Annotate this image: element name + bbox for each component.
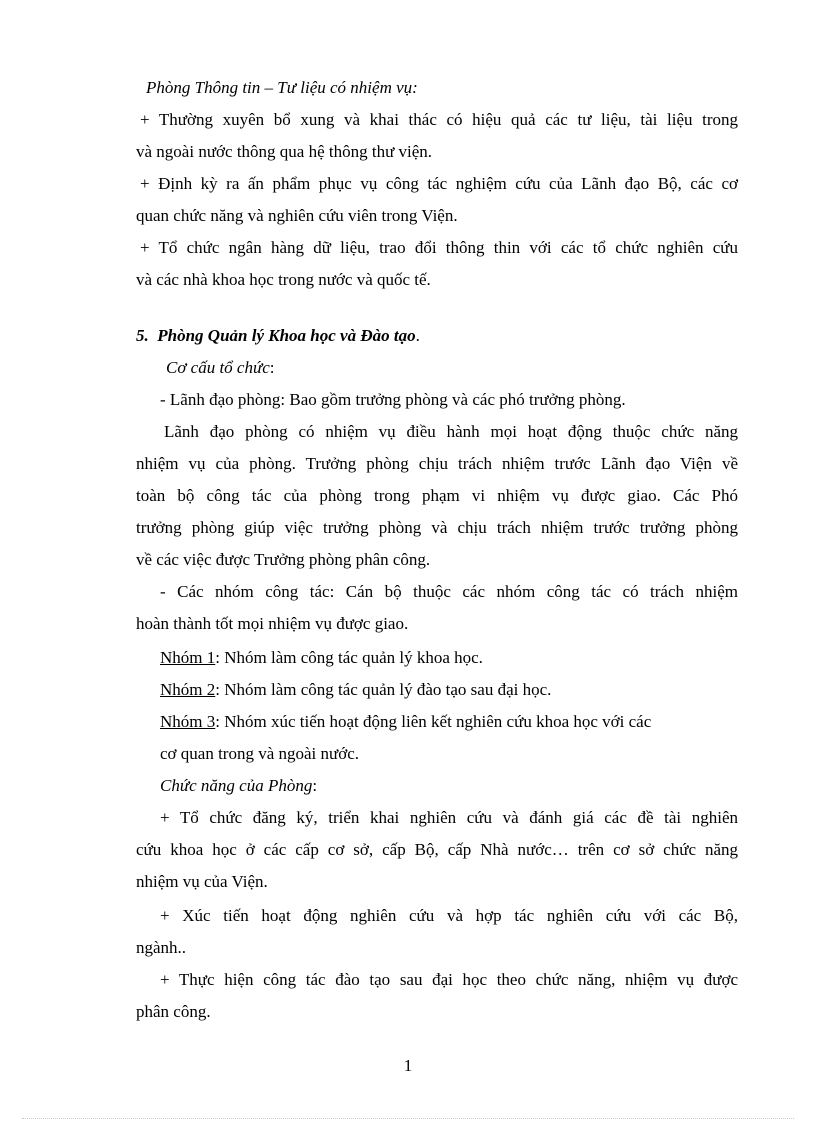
group-3 [160,712,762,732]
structure-heading [166,358,768,378]
intro-line-5: + Tổ chức ngân hàng dữ liệu, trao đổi thông thin với các tổ chức nghiên cứu [140,238,738,257]
group-1 [160,648,762,668]
leadership-para-3: toàn bộ công tác của phòng trong phạm vi nhiệm vụ được giao. Các Phó [136,486,738,505]
leadership-line: - Lãnh đạo phòng: Bao gồm trưởng phòng và các phó trưởng phòng. [160,390,626,409]
function-2-line-2: ngành.. [136,938,187,957]
groups-para-1: - Các nhóm công tác: Cán bộ thuộc các nhóm công tác có trách nhiệm [160,582,738,601]
intro-line-2: và ngoài nước thông qua hệ thông thư viện. [136,142,433,161]
function-3-line-2: phân công. [136,1002,211,1021]
structure-colon: : [269,358,275,377]
function-3-line-1: + Thực hiện công tác đào tạo sau đại học theo chức năng, nhiệm vụ được [160,970,738,989]
structure-label: Cơ cấu tổ chức [166,358,270,377]
group-3-text: : Nhóm xúc tiến hoạt động liên kết nghiên cứu khoa học với các [215,712,652,731]
intro-line-4: quan chức năng và nghiên cứu viên trong Viện. [136,206,458,225]
group-1-text: : Nhóm làm công tác quản lý khoa học. [215,648,483,667]
group-2-label: Nhóm 2 [160,680,216,699]
functions-heading [160,776,762,796]
group-2 [160,680,762,700]
intro-heading: Phòng Thông tin – Tư liệu có nhiệm vụ: [146,78,418,97]
functions-colon: : [312,776,318,795]
leadership-para-1: Lãnh đạo phòng có nhiệm vụ điều hành mọi hoạt động thuộc chức năng [164,422,738,441]
function-1-line-2: cứu khoa học ở các cấp cơ sở, cấp Bộ, cấp Nhà nước… trên cơ sở chức năng [136,840,738,859]
intro-line-6: và các nhà khoa học trong nước và quốc tế. [136,270,431,289]
leadership-para-4: trưởng phòng giúp việc trưởng phòng và chịu trách nhiệm trước trưởng phòng [136,518,738,537]
section-number: 5. [136,326,149,345]
group-3-label: Nhóm 3 [160,712,216,731]
group-2-text: : Nhóm làm công tác quản lý đào tạo sau đại học. [215,680,552,699]
section-title: Phòng Quản lý Khoa học và Đào tạo [157,326,416,345]
page-number: 1 [403,1056,413,1075]
functions-label: Chức năng của Phòng [160,776,313,795]
function-1-line-3: nhiệm vụ của Viện. [136,872,268,891]
group-1-label: Nhóm 1 [160,648,216,667]
section-5-heading [136,326,738,346]
function-2-line-1: + Xúc tiến hoạt động nghiên cứu và hợp tác nghiên cứu với các Bộ, [160,906,738,925]
leadership-para-5: về các việc được Trưởng phòng phân công. [136,550,431,569]
page-bottom-divider [22,1118,794,1119]
groups-para-2: hoàn thành tốt mọi nhiệm vụ được giao. [136,614,409,633]
group-3-continuation: cơ quan trong và ngoài nước. [160,744,360,763]
intro-line-3: + Định kỳ ra ấn phẩm phục vụ công tác nghiệm cứu của Lãnh đạo Bộ, các cơ [140,174,738,193]
intro-line-1: + Thường xuyên bổ xung và khai thác có hiệu quả các tư liệu, tài liệu trong [140,110,738,129]
function-1-line-1: + Tổ chức đăng ký, triển khai nghiên cứu và đánh giá các đề tài nghiên [160,808,738,827]
leadership-para-2: nhiệm vụ của phòng. Trưởng phòng chịu trách nhiệm trước Lãnh đạo Viện về [136,454,738,473]
section-title-period: . [415,326,420,345]
